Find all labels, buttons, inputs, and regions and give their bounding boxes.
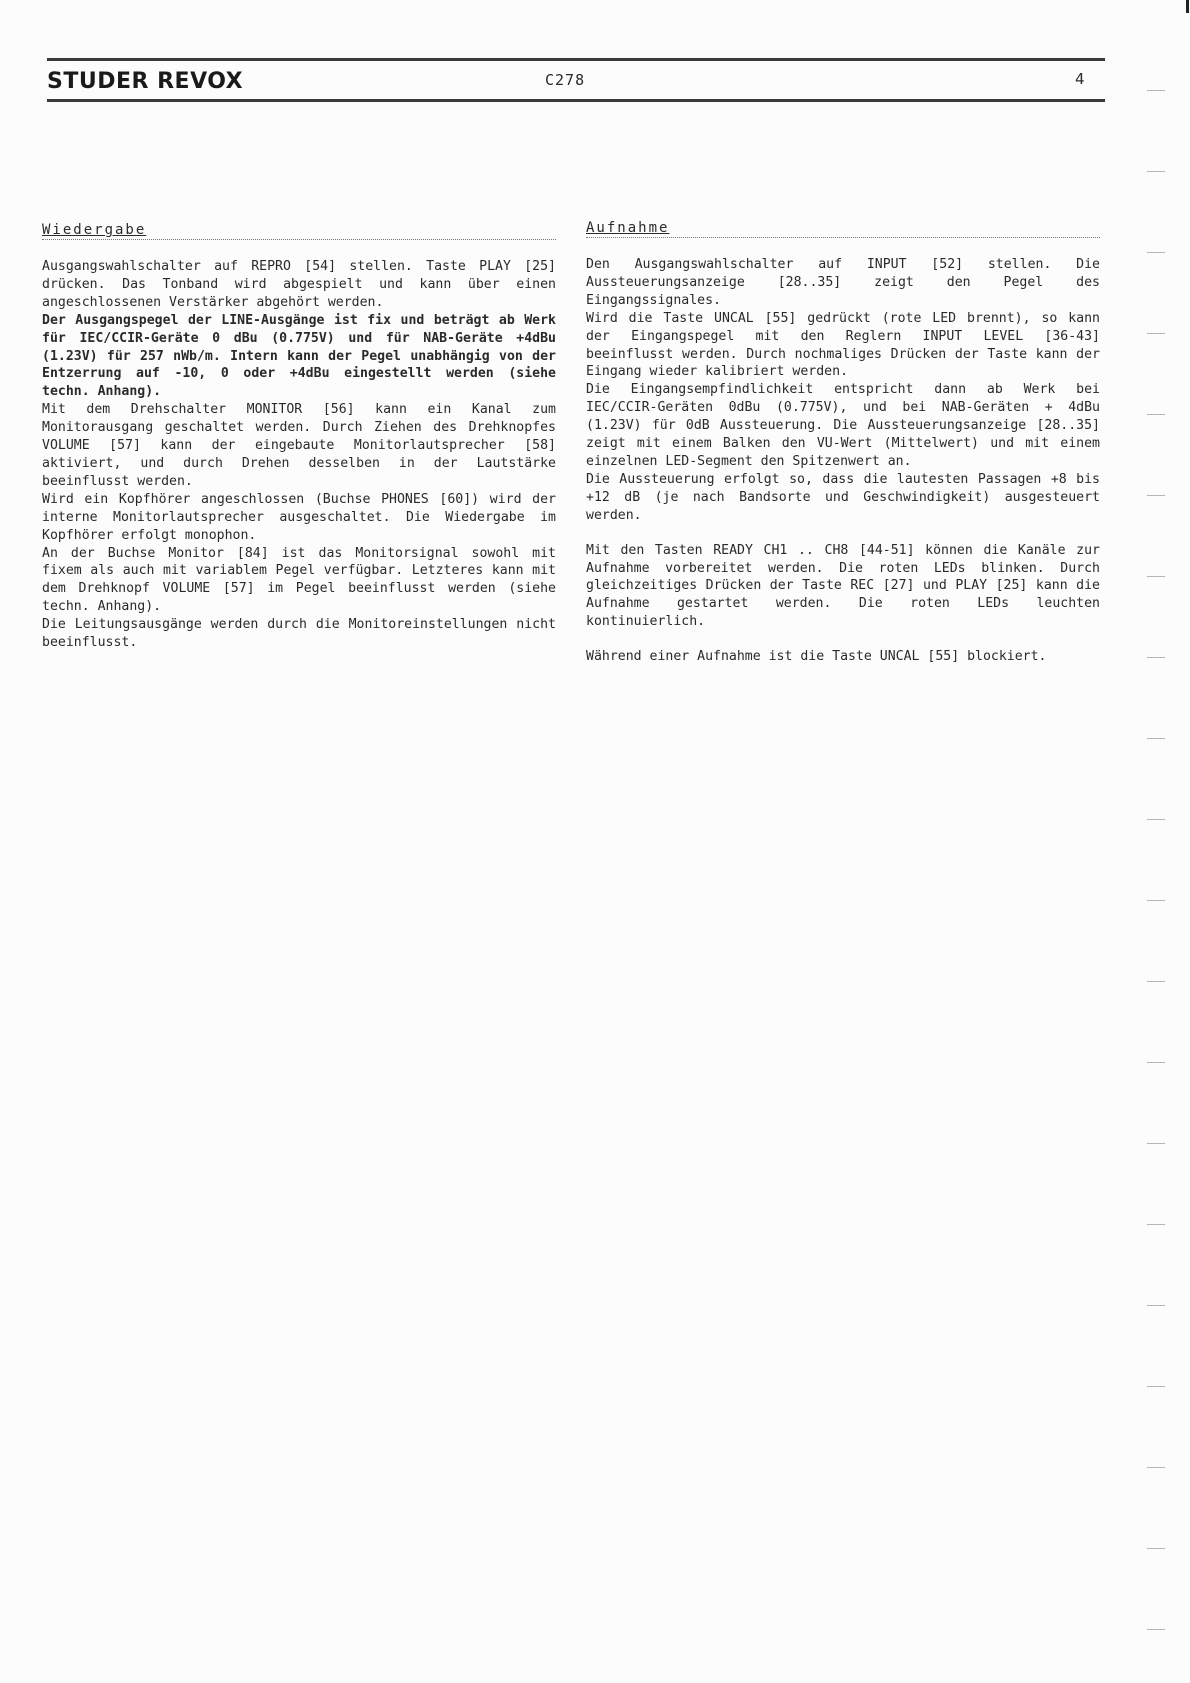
paragraph: Ausgangswahlschalter auf REPRO [54] stellen. Taste PLAY [25] drücken. Das Tonband wird abgespielt und kann über einen angeschlossenen Verstärker abgehört werden. xyxy=(42,259,556,310)
margin-tick xyxy=(1147,738,1165,739)
margin-tick xyxy=(1147,1062,1165,1063)
page-number: 4 xyxy=(1075,70,1085,88)
binder-margin-marks xyxy=(1147,90,1165,1650)
paragraph-gap xyxy=(586,631,1100,648)
header-rule-bottom xyxy=(47,99,1105,102)
paragraph: Die Eingangsempfindlichkeit entspricht dann ab Werk bei IEC/CCIR-Geräten 0dBu (0.775V), und bei NAB-Geräten + 4dBu (1.23V) für 0dB Aussteuerung. Die Aussteuerungsanzeige [28..35] zeigt mit einem Balken den VU-Wert (Mittelwert) und mit einem einzelnen LED-Segment den Spitzenwert an. xyxy=(586,382,1100,469)
margin-tick xyxy=(1147,1629,1165,1630)
paragraph: Mit dem Drehschalter MONITOR [56] kann ein Kanal zum Monitorausgang geschaltet werden. Durch Ziehen des Drehknopfes VOLUME [57] kann der eingebaute Monitorlautsprecher [58] aktiviert, und durch Drehen desselben in der Lautstärke beeinflusst werden. xyxy=(42,402,556,489)
section-body xyxy=(586,256,1100,666)
paragraph: Die Aussteuerung erfolgt so, dass die lautesten Passagen +8 bis +12 dB (je nach Bandsorte und Geschwindigkeit) ausgesteuert werden. xyxy=(586,471,1100,523)
paragraph: An der Buchse Monitor [84] ist das Monitorsignal sowohl mit fixem als auch mit variablem Pegel verfügbar. Letzteres kann mit dem Drehknopf VOLUME [57] im Pegel beeinflusst werden (siehe techn. Anhang). xyxy=(42,545,556,615)
margin-tick xyxy=(1147,1305,1165,1306)
paragraph: Der Ausgangspegel der LINE-Ausgänge ist fix und beträgt ab Werk für IEC/CCIR-Geräte 0 dBu (0.775V) und für NAB-Geräte +4dBu (1.23V) für 257 nWb/m. Intern kann der Pegel unabhängig von der Entzerrung auf -10, 0 oder +4dBu eingestellt werden (siehe techn. Anhang). xyxy=(42,312,556,400)
margin-tick xyxy=(1147,900,1165,901)
margin-tick xyxy=(1147,819,1165,820)
paragraph: Die Leitungsausgänge werden durch die Monitoreinstellungen nicht beeinflusst. xyxy=(42,617,556,651)
margin-tick xyxy=(1147,981,1165,982)
margin-tick xyxy=(1147,414,1165,415)
margin-tick xyxy=(1147,1548,1165,1549)
margin-tick xyxy=(1147,90,1165,91)
paragraph: Wird die Taste UNCAL [55] gedrückt (rote LED brennt), so kann der Eingangspegel mit den Reglern INPUT LEVEL [36-43] beeinflusst werden. Durch nochmaliges Drücken der Taste kann der Eingang wieder kalibriert werden. xyxy=(586,310,1100,380)
scan-edge-mark xyxy=(1186,0,1189,13)
section-heading: Aufnahme xyxy=(586,220,1100,238)
margin-tick xyxy=(1147,576,1165,577)
model-number: C278 xyxy=(545,71,586,89)
brand-logo: STUDER REVOX xyxy=(47,69,244,94)
margin-tick xyxy=(1147,657,1165,658)
paragraph: Während einer Aufnahme ist die Taste UNCAL [55] blockiert. xyxy=(586,649,1047,665)
paragraph: Mit den Tasten READY CH1 .. CH8 [44-51] können die Kanäle zur Aufnahme vorbereitet werden. Die roten LEDs blinken. Durch gleichzeitiges Drücken der Taste REC [27] und PLAY [25] kann die Aufnahme gestartet werden. Die roten LEDs leuchten kontinuierlich. xyxy=(586,542,1100,630)
section-heading: Wiedergabe xyxy=(42,222,556,240)
margin-tick xyxy=(1147,171,1165,172)
section-playback xyxy=(42,222,556,652)
margin-tick xyxy=(1147,252,1165,253)
margin-tick xyxy=(1147,495,1165,496)
section-recording xyxy=(586,220,1100,666)
margin-tick xyxy=(1147,1143,1165,1144)
header-rule-top xyxy=(47,58,1105,61)
margin-tick xyxy=(1147,1467,1165,1468)
paragraph: Wird ein Kopfhörer angeschlossen (Buchse PHONES [60]) wird der interne Monitorlautsprecher ausgeschaltet. Die Wiedergabe im Kopfhörer erfolgt monophon. xyxy=(42,491,556,543)
margin-tick xyxy=(1147,1224,1165,1225)
margin-tick xyxy=(1147,333,1165,334)
paragraph: Den Ausgangswahlschalter auf INPUT [52] stellen. Die Aussteuerungsanzeige [28..35] zeigt den Pegel des Eingangssignales. xyxy=(586,257,1100,308)
margin-tick xyxy=(1147,1386,1165,1387)
section-body xyxy=(42,258,556,652)
paragraph-gap xyxy=(586,525,1100,542)
